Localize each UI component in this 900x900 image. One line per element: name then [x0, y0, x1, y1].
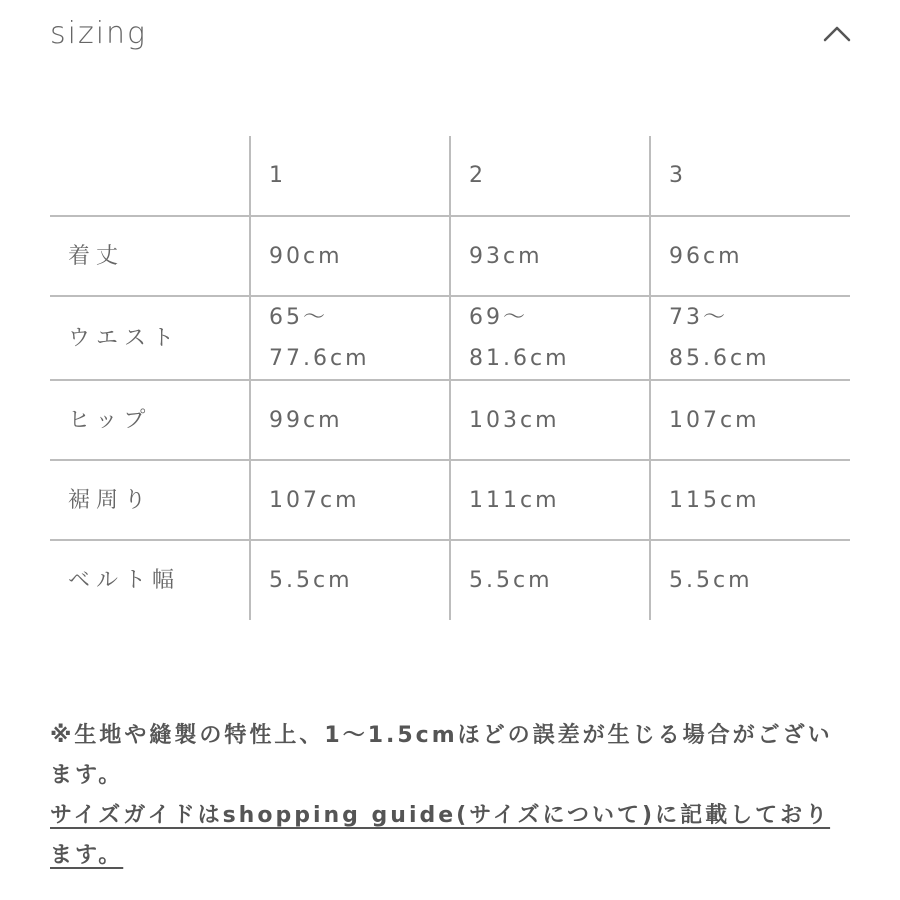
- size-table: [50, 136, 850, 620]
- table-row: [50, 460, 850, 540]
- table-header-row: [50, 136, 850, 216]
- table-cell: 115cm: [650, 460, 850, 540]
- table-cell: 73〜 85.6cm: [650, 296, 850, 380]
- header-corner: [50, 136, 250, 216]
- table-cell: 5.5cm: [250, 540, 450, 620]
- size-guide-link[interactable]: サイズガイドはshopping guide(サイズについて)に記載しております。: [50, 803, 831, 868]
- row-label: 着丈: [50, 216, 250, 296]
- column-header-size-3: 3: [650, 136, 850, 216]
- table-cell: 5.5cm: [450, 540, 650, 620]
- table-cell: 96cm: [650, 216, 850, 296]
- table-cell: 99cm: [250, 380, 450, 460]
- row-label: ヒップ: [50, 380, 250, 460]
- table-cell: 5.5cm: [650, 540, 850, 620]
- table-cell: 107cm: [650, 380, 850, 460]
- table-row: [50, 380, 850, 460]
- sizing-section-header[interactable]: [50, 14, 855, 58]
- table-cell: 90cm: [250, 216, 450, 296]
- table-row: [50, 216, 850, 296]
- tolerance-note: ※生地や縫製の特性上、1〜1.5cmほどの誤差が生じる場合がございます。: [50, 723, 833, 788]
- sizing-note: [50, 716, 850, 876]
- table-cell: 103cm: [450, 380, 650, 460]
- row-label: 裾周り: [50, 460, 250, 540]
- column-header-size-1: 1: [250, 136, 450, 216]
- row-label: ベルト幅: [50, 540, 250, 620]
- row-label: ウエスト: [50, 296, 250, 380]
- table-row: [50, 296, 850, 380]
- section-title: sizing: [50, 16, 148, 51]
- table-cell: 69〜 81.6cm: [450, 296, 650, 380]
- table-cell: 93cm: [450, 216, 650, 296]
- table-cell: 111cm: [450, 460, 650, 540]
- chevron-up-icon[interactable]: [819, 20, 855, 50]
- table-cell: 107cm: [250, 460, 450, 540]
- column-header-size-2: 2: [450, 136, 650, 216]
- table-row: [50, 540, 850, 620]
- table-cell: 65〜 77.6cm: [250, 296, 450, 380]
